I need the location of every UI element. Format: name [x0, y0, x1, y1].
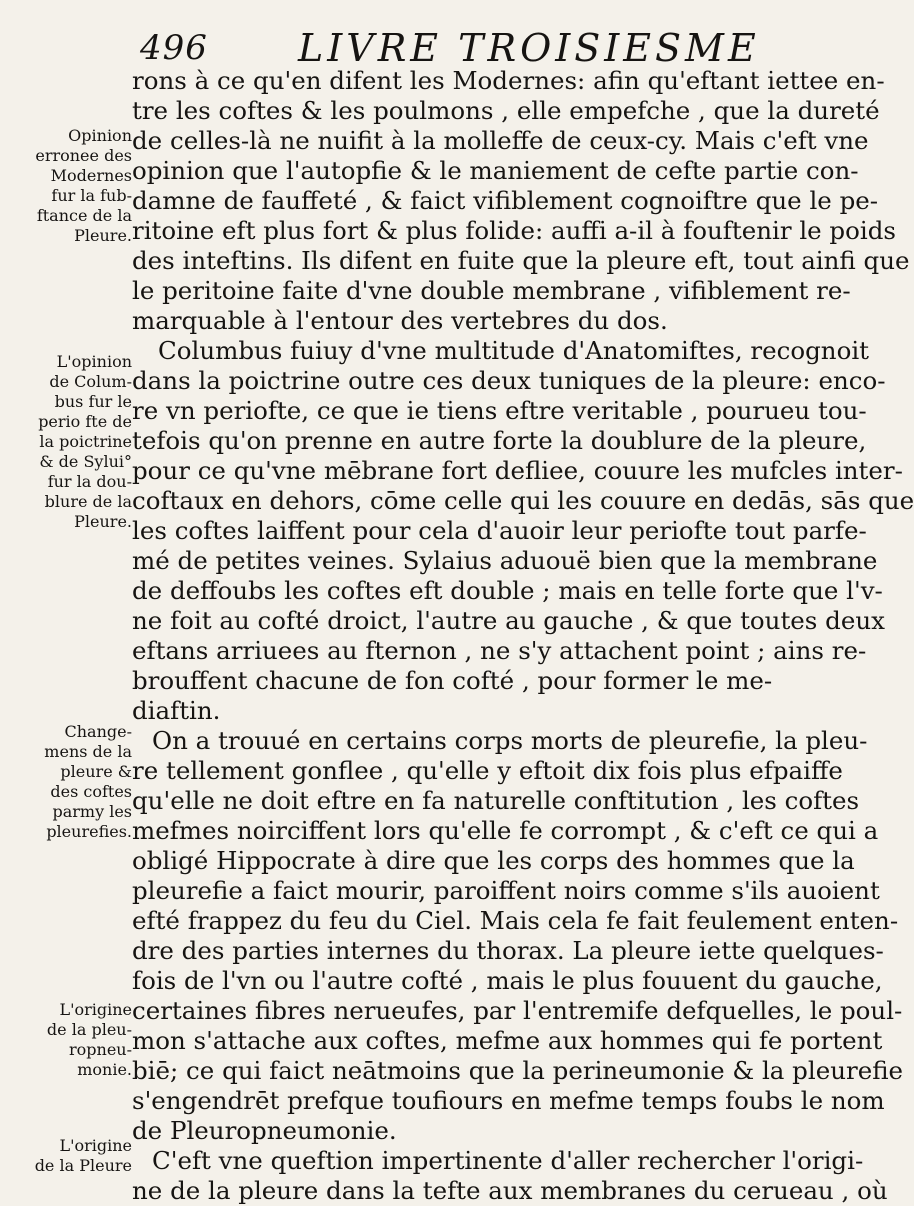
text-line: tefois qu'on prenne en autre forte la doublure de la pleure,: [132, 426, 867, 455]
text-line: dans la poictrine outre ces deux tuniques de la pleure: enco-: [132, 366, 886, 395]
note-line: de la pleu-: [46, 1020, 132, 1039]
text-line: obligé Hippocrate à dire que les corps des hommes que la: [132, 846, 855, 875]
margin-note-origine: [22, 1136, 132, 1176]
note-line: ftance de la: [36, 206, 132, 225]
note-line: L'opinion: [56, 352, 132, 371]
note-line: & de Sylui°: [39, 452, 132, 471]
text-line: biē; ce qui faict neātmoins que la perineumonie & la pleurefie: [132, 1056, 904, 1085]
text-line: le peritoine faite d'vne double membrane , vifiblement re-: [132, 276, 851, 305]
running-title: LIVRE TROISIESME: [298, 26, 760, 70]
text-line: dre des parties internes du thorax. La pleure iette quelques-: [132, 936, 884, 965]
page-header: [140, 22, 780, 68]
margin-note-pleuropneumonie: [22, 1000, 132, 1080]
note-line: fur la dou-: [47, 472, 132, 491]
text-line: opinion que l'autopfie & le maniement de cefte partie con-: [132, 156, 859, 185]
text-line: re tellement gonflee , qu'elle y eftoit dix fois plus efpaiffe: [132, 756, 843, 785]
text-line: des inteftins. Ils difent en fuite que la pleure eft, tout ainfi que: [132, 246, 910, 275]
text-line: Columbus fuiuy d'vne multitude d'Anatomiftes, recognoit: [158, 336, 870, 365]
note-line: Change-: [64, 722, 132, 741]
text-line: marquable à l'entour des vertebres du dos.: [132, 306, 668, 335]
text-line: C'eft vne queftion impertinente d'aller rechercher l'origi-: [152, 1146, 864, 1175]
note-line: de Colum-: [49, 372, 132, 391]
note-line: fur la fub-: [51, 186, 132, 205]
note-line: pleure &: [60, 762, 132, 781]
text-line: ritoine eft plus fort & plus folide: auffi a-il à fouftenir le poids: [132, 216, 896, 245]
text-line: efté frappez du feu du Ciel. Mais cela fe fait feulement enten-: [132, 906, 899, 935]
margin-note-changemens: [22, 722, 132, 842]
note-line: erronee des: [35, 146, 132, 165]
note-line: monie.: [77, 1060, 132, 1079]
note-line: L'origine: [59, 1000, 132, 1019]
note-line: Pleure.: [74, 226, 132, 245]
text-line: tre les coftes & les poulmons , elle empefche , que la dureté: [132, 96, 880, 125]
text-line: damne de fauffeté , & faict vifiblement cognoiftre que le pe-: [132, 186, 879, 215]
text-line: s'engendrēt prefque toufiours en mefme temps foubs le nom: [132, 1086, 885, 1115]
text-line: rons à ce qu'en difent les Modernes: afin qu'eftant iettee en-: [132, 66, 885, 95]
margin-note-opinion: [22, 126, 132, 246]
text-line: de deffoubs les coftes eft double ; mais en telle forte que l'v-: [132, 576, 883, 605]
text-line: brouffent chacune de fon cofté , pour former le me-: [132, 666, 773, 695]
text-line: On a trouué en certains corps morts de pleurefie, la pleu-: [152, 726, 868, 755]
text-line: les coftes laiffent pour cela d'auoir leur periofte tout parfe-: [132, 516, 867, 545]
note-line: perio fte de: [38, 412, 132, 431]
text-line: de celles-là ne nuifit à la molleffe de ceux-cy. Mais c'eft vne: [132, 126, 869, 155]
note-line: mens de la: [44, 742, 132, 761]
note-line: la poictrine: [39, 432, 132, 451]
note-line: parmy les: [52, 802, 132, 821]
text-line: re vn periofte, ce que ie tiens eftre veritable , pourueu tou-: [132, 396, 867, 425]
text-line: fois de l'vn ou l'autre cofté , mais le plus fouuent du gauche,: [132, 966, 883, 995]
text-line: coftaux en dehors, cōme celle qui les couure en dedās, sās que: [132, 486, 914, 515]
note-line: Modernes: [50, 166, 132, 185]
page-number: 496: [140, 28, 208, 68]
note-line: des coftes: [50, 782, 132, 801]
text-line: eftans arriuees au fternon , ne s'y attachent point ; ains re-: [132, 636, 867, 665]
text-line: pleurefie a faict mourir, paroiffent noirs comme s'ils auoient: [132, 876, 880, 905]
text-line: qu'elle ne doit eftre en fa naturelle conftitution , les coftes: [132, 786, 860, 815]
note-line: ropneu-: [68, 1040, 132, 1059]
note-line: bus fur le: [54, 392, 132, 411]
text-line: diaftin.: [132, 696, 221, 725]
note-line: blure de la: [44, 492, 132, 511]
note-line: L'origine: [59, 1136, 132, 1155]
margin-note-columbus: [22, 352, 132, 532]
text-line: de Pleuropneumonie.: [132, 1116, 397, 1145]
text-line: ne de la pleure dans la tefte aux membranes du cerueau , où: [132, 1176, 888, 1205]
text-line: mefmes noirciffent lors qu'elle fe corrompt , & c'eft ce qui a: [132, 816, 879, 845]
text-line: mé de petites veines. Sylaius aduouë bien que la membrane: [132, 546, 878, 575]
note-line: de la Pleure: [34, 1156, 132, 1175]
text-line: mon s'attache aux coftes, mefme aux hommes qui fe portent: [132, 1026, 883, 1055]
text-line: certaines fibres nerueufes, par l'entremife defquelles, le poul-: [132, 996, 903, 1025]
text-line: pour ce qu'vne mēbrane fort defliee, couure les mufcles inter-: [132, 456, 903, 485]
note-line: Opinion: [68, 126, 132, 145]
note-line: pleurefies.: [46, 822, 132, 841]
note-line: Pleure.: [74, 512, 132, 531]
text-line: ne foit au cofté droict, l'autre au gauche , & que toutes deux: [132, 606, 885, 635]
